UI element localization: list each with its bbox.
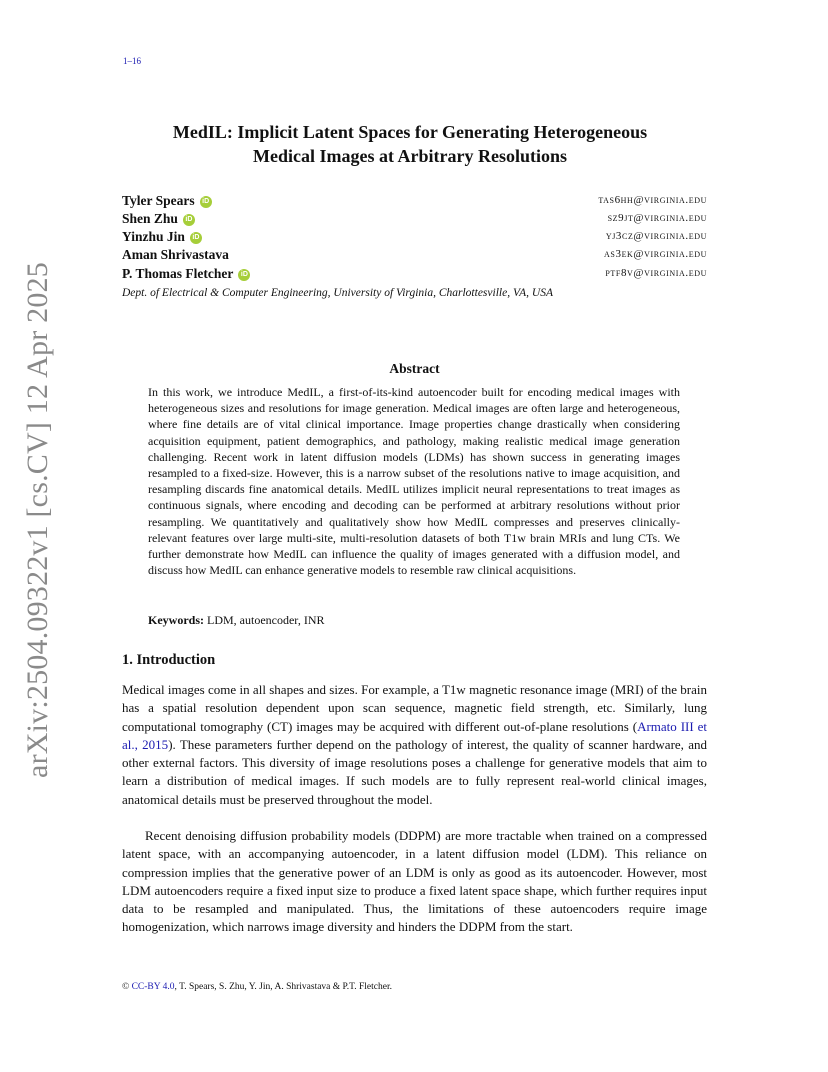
- author-row: [122, 229, 707, 247]
- intro-paragraph-2: Recent denoising diffusion probability models (DDPM) are more tractable when trained on a compressed latent space, with an accompanying autoencoder, in a latent diffusion model (LDM). This reliance on compression implies that the generative power of an LDM is only as good as its autoencoder. However, most LDM autoencoders require a fixed input size to produce a fixed latent space shape, which further requires input data to be resampled and manipulated. Thus, the limitations of these autoencoders require image homogenization, which narrows image diversity and hinders the DDPM from the start.: [122, 828, 707, 935]
- author-row: [122, 193, 707, 211]
- author-email[interactable]: as3ek@virginia.edu: [604, 248, 707, 260]
- orcid-icon[interactable]: iD: [183, 214, 195, 226]
- arxiv-id: arXiv:2504.09322v1 [cs.CV] 12 Apr 2025: [21, 262, 54, 778]
- author-name: Shen Zhu: [122, 211, 178, 226]
- abstract-heading: Abstract: [389, 361, 440, 376]
- license-link[interactable]: CC-BY 4.0: [131, 982, 175, 992]
- author-name-wrap: [122, 247, 229, 263]
- author-name: Aman Shrivastava: [122, 247, 229, 262]
- author-name: P. Thomas Fletcher: [122, 266, 234, 281]
- author-name: Tyler Spears: [122, 193, 195, 208]
- intro-paragraph-1: [122, 681, 707, 809]
- intro-text: Medical images come in all shapes and sizes. For example, a T1w magnetic resonance image (MRI) of the brain has a spatial resolution dependent upon scan sequence, magnetic field strength, etc. Similarly, lung computational tomography (CT) images may be acquired with different out-of-plane resolutions (: [122, 682, 707, 734]
- keywords-value: LDM, autoencoder, INR: [207, 613, 325, 627]
- author-name-wrap: [122, 266, 250, 282]
- title-line-1: MedIL: Implicit Latent Spaces for Generating Heterogeneous: [172, 122, 648, 142]
- footer: [122, 982, 392, 992]
- orcid-icon[interactable]: iD: [200, 196, 212, 208]
- footer-authors: , T. Spears, S. Zhu, Y. Jin, A. Shrivastava & P.T. Fletcher.: [174, 982, 392, 992]
- affiliation: Dept. of Electrical & Computer Engineering, University of Virginia, Charlottesville, VA, USA: [122, 287, 553, 299]
- keywords: [148, 613, 680, 628]
- author-row: [122, 211, 707, 229]
- keywords-label: Keywords:: [148, 613, 204, 627]
- author-row: [122, 266, 707, 284]
- paper-title: [100, 120, 720, 168]
- author-email[interactable]: ptf8v@virginia.edu: [605, 267, 707, 279]
- orcid-icon[interactable]: iD: [238, 269, 250, 281]
- author-name: Yinzhu Jin: [122, 229, 185, 244]
- author-name-wrap: [122, 193, 212, 209]
- author-name-wrap: [122, 211, 195, 227]
- author-email[interactable]: tas6hh@virginia.edu: [598, 194, 707, 206]
- page-range: 1–16: [123, 56, 141, 66]
- author-row: [122, 247, 707, 265]
- copyright-icon: ©: [122, 982, 130, 992]
- orcid-icon[interactable]: iD: [190, 232, 202, 244]
- abstract-body: In this work, we introduce MedIL, a first-of-its-kind autoencoder built for encoding medical images with heterogeneous sizes and resolutions for image generation. Medical images are often large and heterogeneous, where fine details are of vital clinical importance. Image properties change drastically when considering acquisition equipment, patient demographics, and pathology, making realistic medical image generation challenging. Recent work in latent diffusion models (LDMs) has shown success in generating images resampled to a fixed-size. However, this is a narrow subset of the resolutions native to image acquisition, and resampling discards fine anatomical details. MedIL utilizes implicit neural representations to treat images as continuous signals, where encoding and decoding can be performed at arbitrary resolutions without prior resampling. We quantitatively and qualitatively show how MedIL compresses and preserves clinically-relevant features over large multi-site, multi-resolution datasets of both T1w brain MRIs and lung CTs. We further demonstrate how MedIL can influence the quality of images generated with a diffusion model, and discuss how MedIL can enhance generative models to resemble raw clinical acquisitions.: [148, 385, 680, 578]
- intro-text: ). These parameters further depend on the pathology of interest, the quality of scanner hardware, and other external factors. This diversity of image resolutions poses a challenge for generative models that aim to learn a distribution of medical images. If such models are to fully represent real-world clinical images, anatomical details must be preserved throughout the model.: [122, 736, 707, 807]
- author-name-wrap: [122, 229, 202, 245]
- title-line-2: Medical Images at Arbitrary Resolutions: [253, 146, 567, 166]
- section-heading-introduction: 1. Introduction: [122, 652, 216, 668]
- citation-link[interactable]: Armato III et al., 2015: [122, 718, 707, 752]
- author-email[interactable]: sz9jt@virginia.edu: [607, 212, 707, 224]
- author-email[interactable]: yj3cz@virginia.edu: [605, 230, 707, 242]
